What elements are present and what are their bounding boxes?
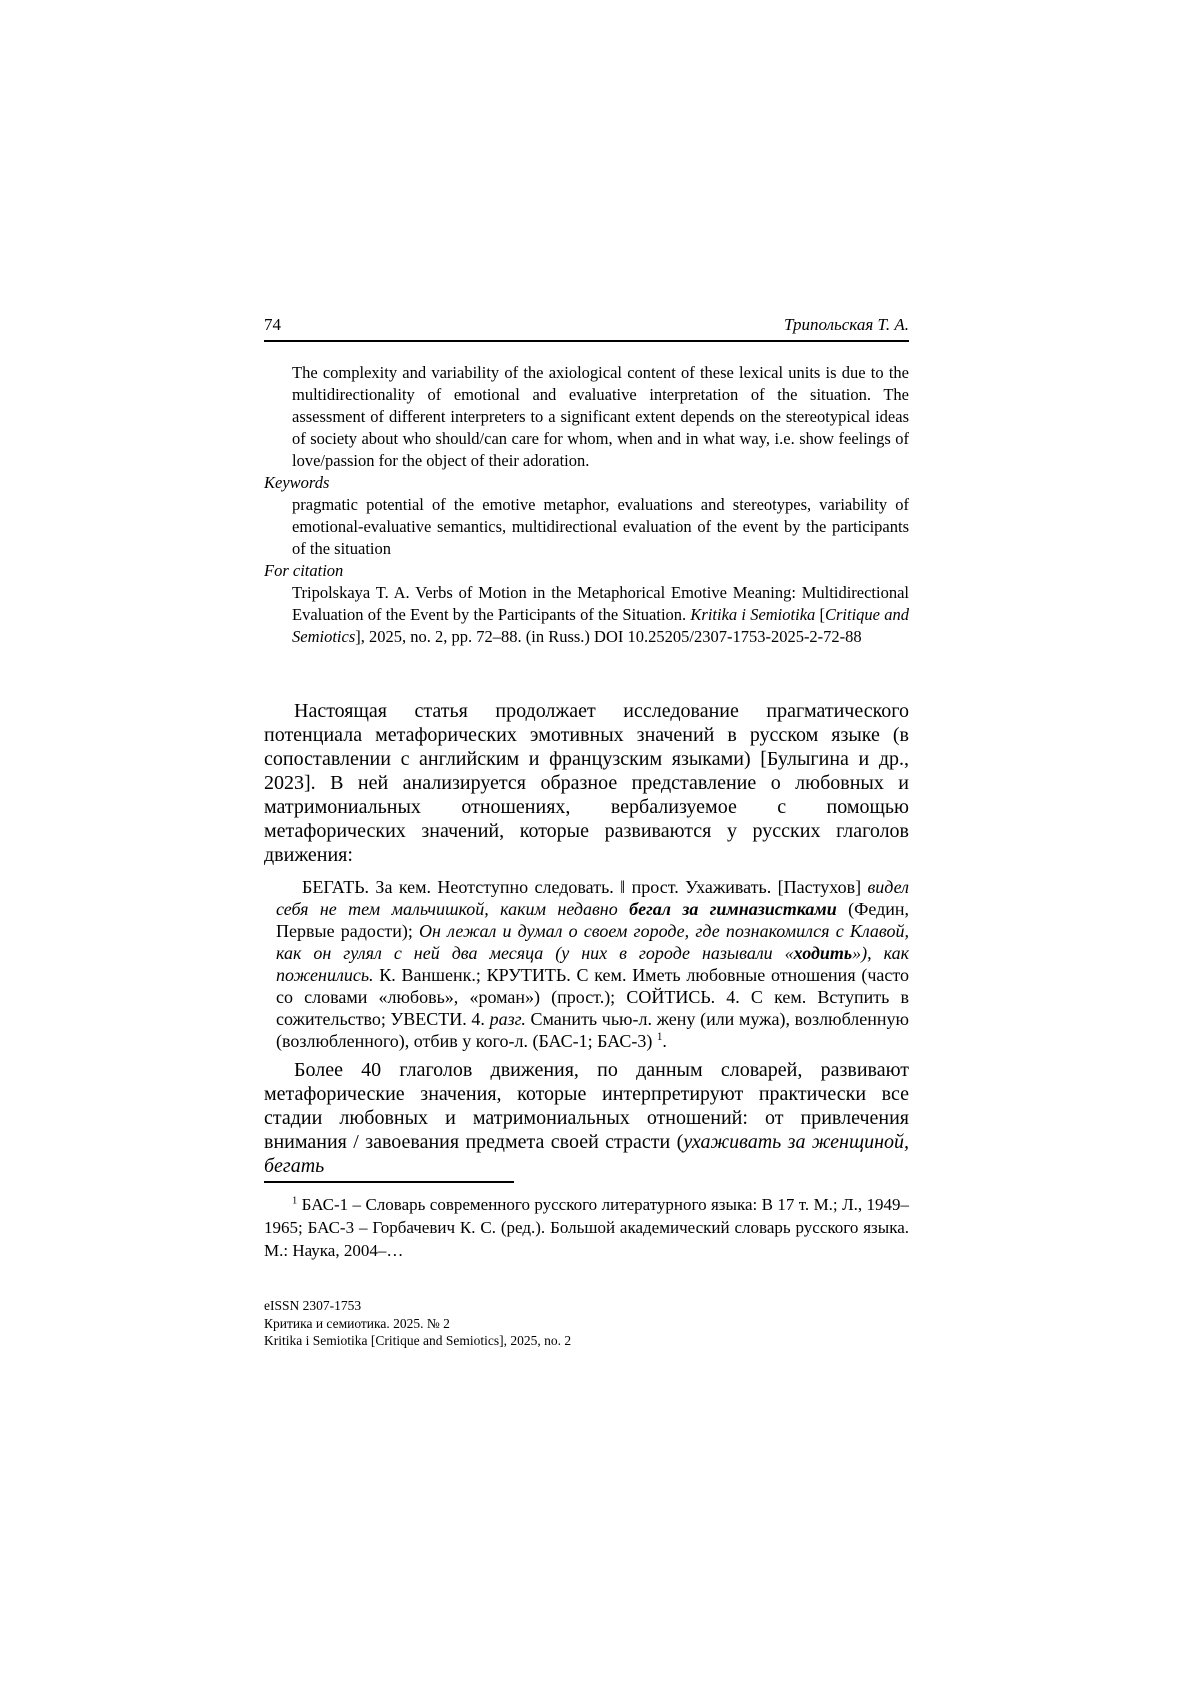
imprint <box>264 1297 909 1350</box>
imprint-journal-ru: Критика и семиотика. 2025. № 2 <box>264 1315 450 1331</box>
dictionary-quote: БЕГАТЬ. За кем. Неотступно следовать. ‖ прост. Ухаживать. [Пастухов] видел себя не тем мальчишкой, каким недавно бегал за гимназистками (Федин, Первые радости); Он лежал и думал о своем городе, где познакомился с Клавой, как он гулял с ней два месяца (у них в городе называли «ходить»), как поженились. К. Ваншенк.; КРУТИТЬ. С кем. Иметь любовные отношения (часто со словами «любовь», «роман») (прост.); СОЙТИСЬ. 4. С кем. Вступить в сожительство; УВЕСТИ. 4. разг. Сманить чью-л. жену (или мужа), возлюбленную (возлюбленного), отбив у кого-л. (БАС-1; БАС-3) $^1$. <box>276 877 910 1051</box>
for-citation-label: For citation <box>264 561 344 580</box>
footnote-block <box>264 1181 909 1262</box>
citation-text: Tripolskaya T. A. Verbs of Motion in the Metaphorical Emotive Meaning: Multidirectional Evaluation of the Event by the Participants of the Situation. Kritika i Semiotika [Critique and Semiotics], 2025, no. 2, pp. 72–88. (in Russ.) DOI 10.25205/2307-1753-2025-2-72-88 <box>292 583 909 646</box>
article-body <box>264 699 909 1178</box>
footnote-separator <box>264 1181 514 1183</box>
running-title: Трипольская Т. А. <box>783 315 909 334</box>
front-matter <box>264 362 909 648</box>
abstract-continuation-text: The complexity and variability of the axiological content of these lexical units is due to the multidirectionality of emotional and evaluative interpretation of the situation. The assessment of different interpreters to a significant extent depends on the stereotypical ideas of society about who should/can care for whom, when and in what way, i.e. show feelings of love/passion for the object of their adoration. <box>292 363 909 470</box>
keywords-label: Keywords <box>264 473 330 492</box>
imprint-journal-en: Kritika i Semiotika [Critique and Semiotics], 2025, no. 2 <box>264 1333 572 1348</box>
footnote-1: $^1$ БАС-1 – Словарь современного русского литературного языка: В 17 т. М.; Л., 1949–1965; БАС-3 – Горбачевич К. С. (ред.). Большой академический словарь русского языка. М.: Наука, 2004–… <box>264 1195 909 1260</box>
intro-paragraph: Настоящая статья продолжает исследование прагматического потенциала метафорических эмотивных значений в русском языке (в сопоставлении с английским и французским языками) [Булыгина и др., 2023]. В ней анализируется образное представление о любовных и матримониальных отношениях, вербализуемое с помощью метафорических значений, которые развиваются у русских глаголов движения: <box>264 700 909 866</box>
running-head <box>264 314 909 342</box>
page-number: 74 <box>264 315 281 334</box>
imprint-eissn: eISSN 2307-1753 <box>264 1298 362 1313</box>
keywords-text: pragmatic potential of the emotive metaphor, evaluations and stereotypes, variability of emotional-evaluative semantics, multidirectional evaluation of the event by the participants of the situation <box>292 495 909 558</box>
second-paragraph: Более 40 глаголов движения, по данным словарей, развивают метафорические значения, которые интерпретируют практически все стадии любовных и матримониальных отношений: от привлечения внимания / завоевания предмета своей страсти (ухаживать за женщиной, бегать <box>264 1059 909 1177</box>
